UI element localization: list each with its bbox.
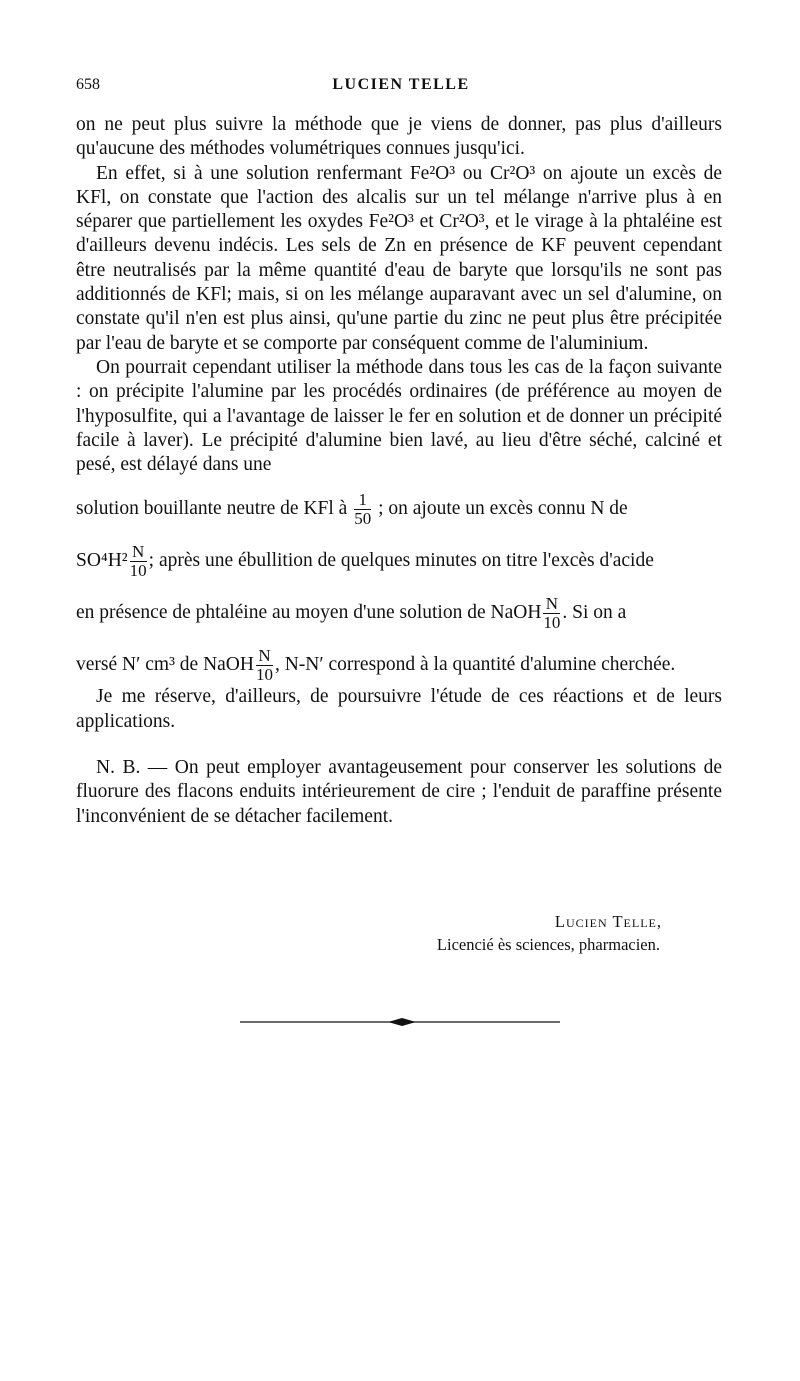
fraction-n-10: [543, 595, 560, 632]
note-nb: N. B. — On peut employer avantageusement pour conserver les solutions de fluorure des flacons enduits intérieurement de cire ; l'enduit de paraffine présente l'inconvénient de se détacher facilement.: [76, 757, 722, 827]
fraction-denominator: 10: [129, 561, 147, 581]
fraction-numerator: 1: [354, 491, 371, 510]
author-title: Licencié ès sciences, pharmacien.: [436, 935, 660, 954]
fraction-numerator: N: [256, 647, 273, 666]
formula-text: ; après une ébullition de quelques minutes on titre l'excès d'acide: [148, 550, 654, 572]
formula-text: en présence de phtaléine au moyen d'une solution de NaOH: [76, 602, 542, 624]
formula-line-4: [76, 645, 722, 685]
fraction-denominator: 10: [543, 613, 561, 633]
page-number: 658: [76, 76, 100, 93]
paragraph-en-effet: En effet, si à une solution renfermant Fe²O³ ou Cr²O³ on ajoute un excès de KFl, on constate que l'action des alcalis sur un tel mélange n'arrive plus à en séparer que partiellement les oxydes Fe²O³ et Cr²O³, et le virage à la phtaléine est d'ailleurs devenu indécis. Les sels de Zn en présence de KF peuvent cependant être neutralisés par la même quantité d'eau de baryte que lorsqu'ils ne sont pas additionnés de KFl; mais, si on les mélange auparavant avec un sel d'alumine, on constate qu'il n'en est plus ainsi, qu'une partie du zinc ne peut plus être précipitée par l'eau de baryte et se comporte par conséquent comme de l'aluminium.: [76, 162, 722, 354]
paragraph-reserve: Je me réserve, d'ailleurs, de poursuivre l'étude de ces réactions et de leurs applications.: [76, 686, 722, 732]
fraction-n-10: [130, 543, 147, 580]
ornament-rule: [240, 1012, 560, 1032]
body-text: [76, 113, 722, 829]
fraction-denominator: 50: [354, 509, 372, 529]
author-name: Lucien Telle,: [554, 912, 662, 931]
formula-text: versé N′ cm³ de NaOH: [76, 654, 254, 676]
formula-line-2: [76, 541, 722, 581]
formula-text: SO⁴H²: [76, 550, 128, 572]
running-head: LUCIEN TELLE: [332, 76, 470, 93]
formula-text: solution bouillante neutre de KFl à: [76, 498, 348, 520]
formula-line-1: [76, 489, 722, 529]
formula-text: , N-N′ correspond à la quantité d'alumine cherchée.: [274, 654, 676, 676]
formula-line-3: [76, 593, 722, 633]
page-header: [76, 76, 726, 100]
fraction-numerator: N: [130, 543, 147, 562]
signature-block: [76, 910, 722, 956]
fraction-n-10: [256, 647, 273, 684]
fraction-1-50: [354, 491, 371, 528]
fraction-denominator: 10: [255, 665, 273, 685]
paragraph-continuation: on ne peut plus suivre la méthode que je viens de donner, pas plus d'ailleurs qu'aucune des méthodes volumétriques connues jusqu'ici.: [76, 114, 722, 160]
formula-text: . Si on a: [562, 602, 627, 624]
fraction-numerator: N: [543, 595, 560, 614]
paragraph-methode: On pourrait cependant utiliser la méthode dans tous les cas de la façon suivante : on précipite l'alumine par les procédés ordinaires (de préférence au moyen de l'hyposulfite, qui a l'avantage de laisser le fer en solution et de donner un précipité facile à laver). Le précipité d'alumine bien lavé, au lieu d'être séché, calciné et pesé, est délayé dans une: [76, 356, 722, 476]
formula-text: ; on ajoute un excès connu N de: [378, 498, 628, 520]
